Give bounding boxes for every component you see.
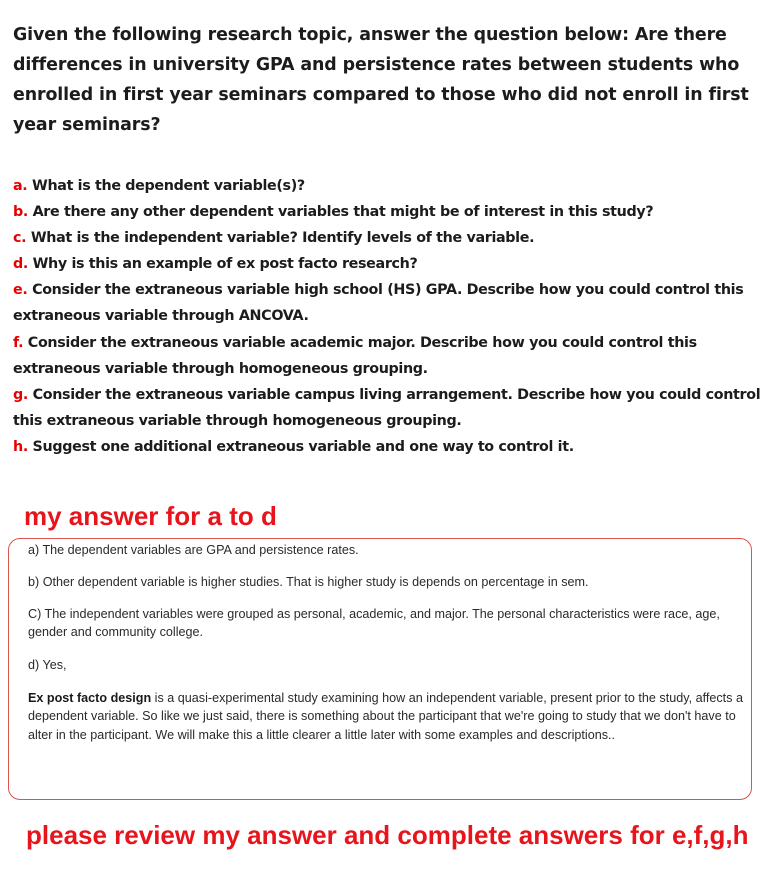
ex-post-facto-term: Ex post facto design bbox=[28, 691, 152, 705]
question-letter: c. bbox=[13, 230, 27, 247]
question-h bbox=[13, 434, 773, 460]
question-text: What is the independent variable? Identify levels of the variable. bbox=[26, 230, 535, 247]
question-text: Why is this an example of ex post facto research? bbox=[27, 256, 418, 273]
ex-post-facto-text: is a quasi-experimental study examining how an independent variable, present prior to the study, affects a dependent variable. So like we just said, there is something about the participant that we're going to study that we don't have to alter in the participant. We will make this a little clearer a little later with some examples and descriptions.. bbox=[28, 691, 743, 742]
question-text: Consider the extraneous variable campus living arrangement. Describe how you could control this extraneous variable through homogeneous grouping. bbox=[13, 386, 761, 429]
answer-heading: my answer for a to d bbox=[24, 501, 277, 531]
answer-b: b) Other dependent variable is higher studies. That is higher study is depends on percentage in sem. bbox=[28, 575, 589, 589]
question-f bbox=[13, 330, 773, 382]
question-intro: Given the following research topic, answer the question below: Are there differences in university GPA and persistence rates between students who enrolled in first year seminars compared to those who did not enroll in first year seminars? bbox=[13, 25, 749, 135]
question-text: Consider the extraneous variable high school (HS) GPA. Describe how you could control this extraneous variable through ANCOVA. bbox=[13, 282, 744, 325]
question-d bbox=[13, 251, 773, 277]
question-e bbox=[13, 277, 773, 329]
question-g bbox=[13, 382, 773, 434]
answer-a: a) The dependent variables are GPA and persistence rates. bbox=[28, 543, 359, 557]
answer-d-explanation bbox=[28, 689, 753, 744]
answer-box bbox=[8, 538, 752, 800]
question-b bbox=[13, 199, 773, 225]
question-list bbox=[13, 173, 773, 460]
answer-c: C) The independent variables were grouped as personal, academic, and major. The personal characteristics were race, age, gender and community college. bbox=[28, 607, 720, 640]
question-letter: h. bbox=[13, 438, 28, 455]
question-letter: e. bbox=[13, 282, 28, 299]
question-letter: g. bbox=[13, 386, 28, 403]
question-letter: d. bbox=[13, 256, 28, 273]
review-request: please review my answer and complete answers for e,f,g,h bbox=[26, 820, 749, 850]
answer-d: d) Yes, bbox=[28, 658, 67, 672]
question-letter: a. bbox=[13, 178, 28, 194]
question-text: Are there any other dependent variables that might be of interest in this study? bbox=[27, 204, 654, 221]
question-c bbox=[13, 225, 773, 251]
question-letter: b. bbox=[13, 204, 28, 221]
question-text: What is the dependent variable(s)? bbox=[27, 178, 305, 194]
question-text: Suggest one additional extraneous variable and one way to control it. bbox=[27, 438, 574, 455]
question-letter: f. bbox=[13, 334, 24, 351]
question-a bbox=[13, 173, 773, 199]
question-text: Consider the extraneous variable academic major. Describe how you could control this extraneous variable through homogeneous grouping. bbox=[13, 334, 697, 377]
